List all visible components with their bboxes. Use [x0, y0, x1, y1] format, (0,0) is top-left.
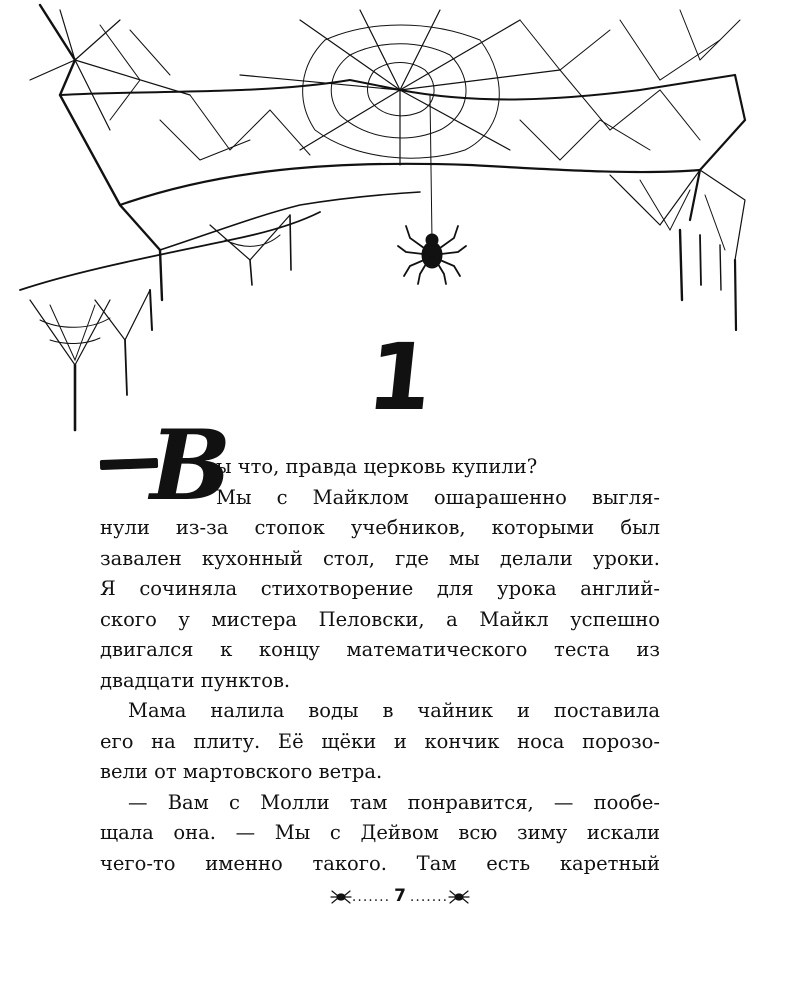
text-line: ы что, правда церковь купили?: [216, 455, 538, 478]
text-line: завален кухонный стол, где мы делали уроки.: [100, 546, 660, 570]
spider-icon: [448, 890, 470, 904]
page-footer: ....... 7 .......: [0, 886, 800, 906]
text-line: Мы с Майклом ошарашенно выгля-: [216, 485, 660, 509]
text-line: Мама налила воды в чайник и поставила: [128, 699, 660, 722]
text-line: ского у мистера Пеловски, а Майкл успешно: [100, 607, 660, 631]
chapter-number: 1: [362, 324, 438, 431]
spider-icon: [330, 890, 352, 904]
dropcap-letter: В: [150, 409, 232, 522]
text-line: чего-то именно такого. Там есть каретный: [100, 851, 660, 875]
text-line: щала она. — Мы с Дейвом всю зиму искали: [100, 821, 660, 844]
text-line: двигался к концу математического теста из: [100, 638, 660, 661]
text-line: его на плиту. Её щёки и кончик носа порозо-: [100, 729, 660, 753]
spider-icon: [398, 226, 466, 284]
body-text: [100, 452, 660, 879]
page-number: 7: [394, 886, 406, 906]
text-line: Я сочиняла стихотворение для урока англий-: [100, 577, 660, 600]
text-line: вели от мартовского ветра.: [100, 760, 383, 783]
text-line: двадцати пунктов.: [100, 668, 291, 692]
text-line: — Вам с Молли там понравится, — пообе-: [128, 790, 660, 814]
text-line: нули из-за стопок учебников, которыми был: [100, 516, 660, 539]
